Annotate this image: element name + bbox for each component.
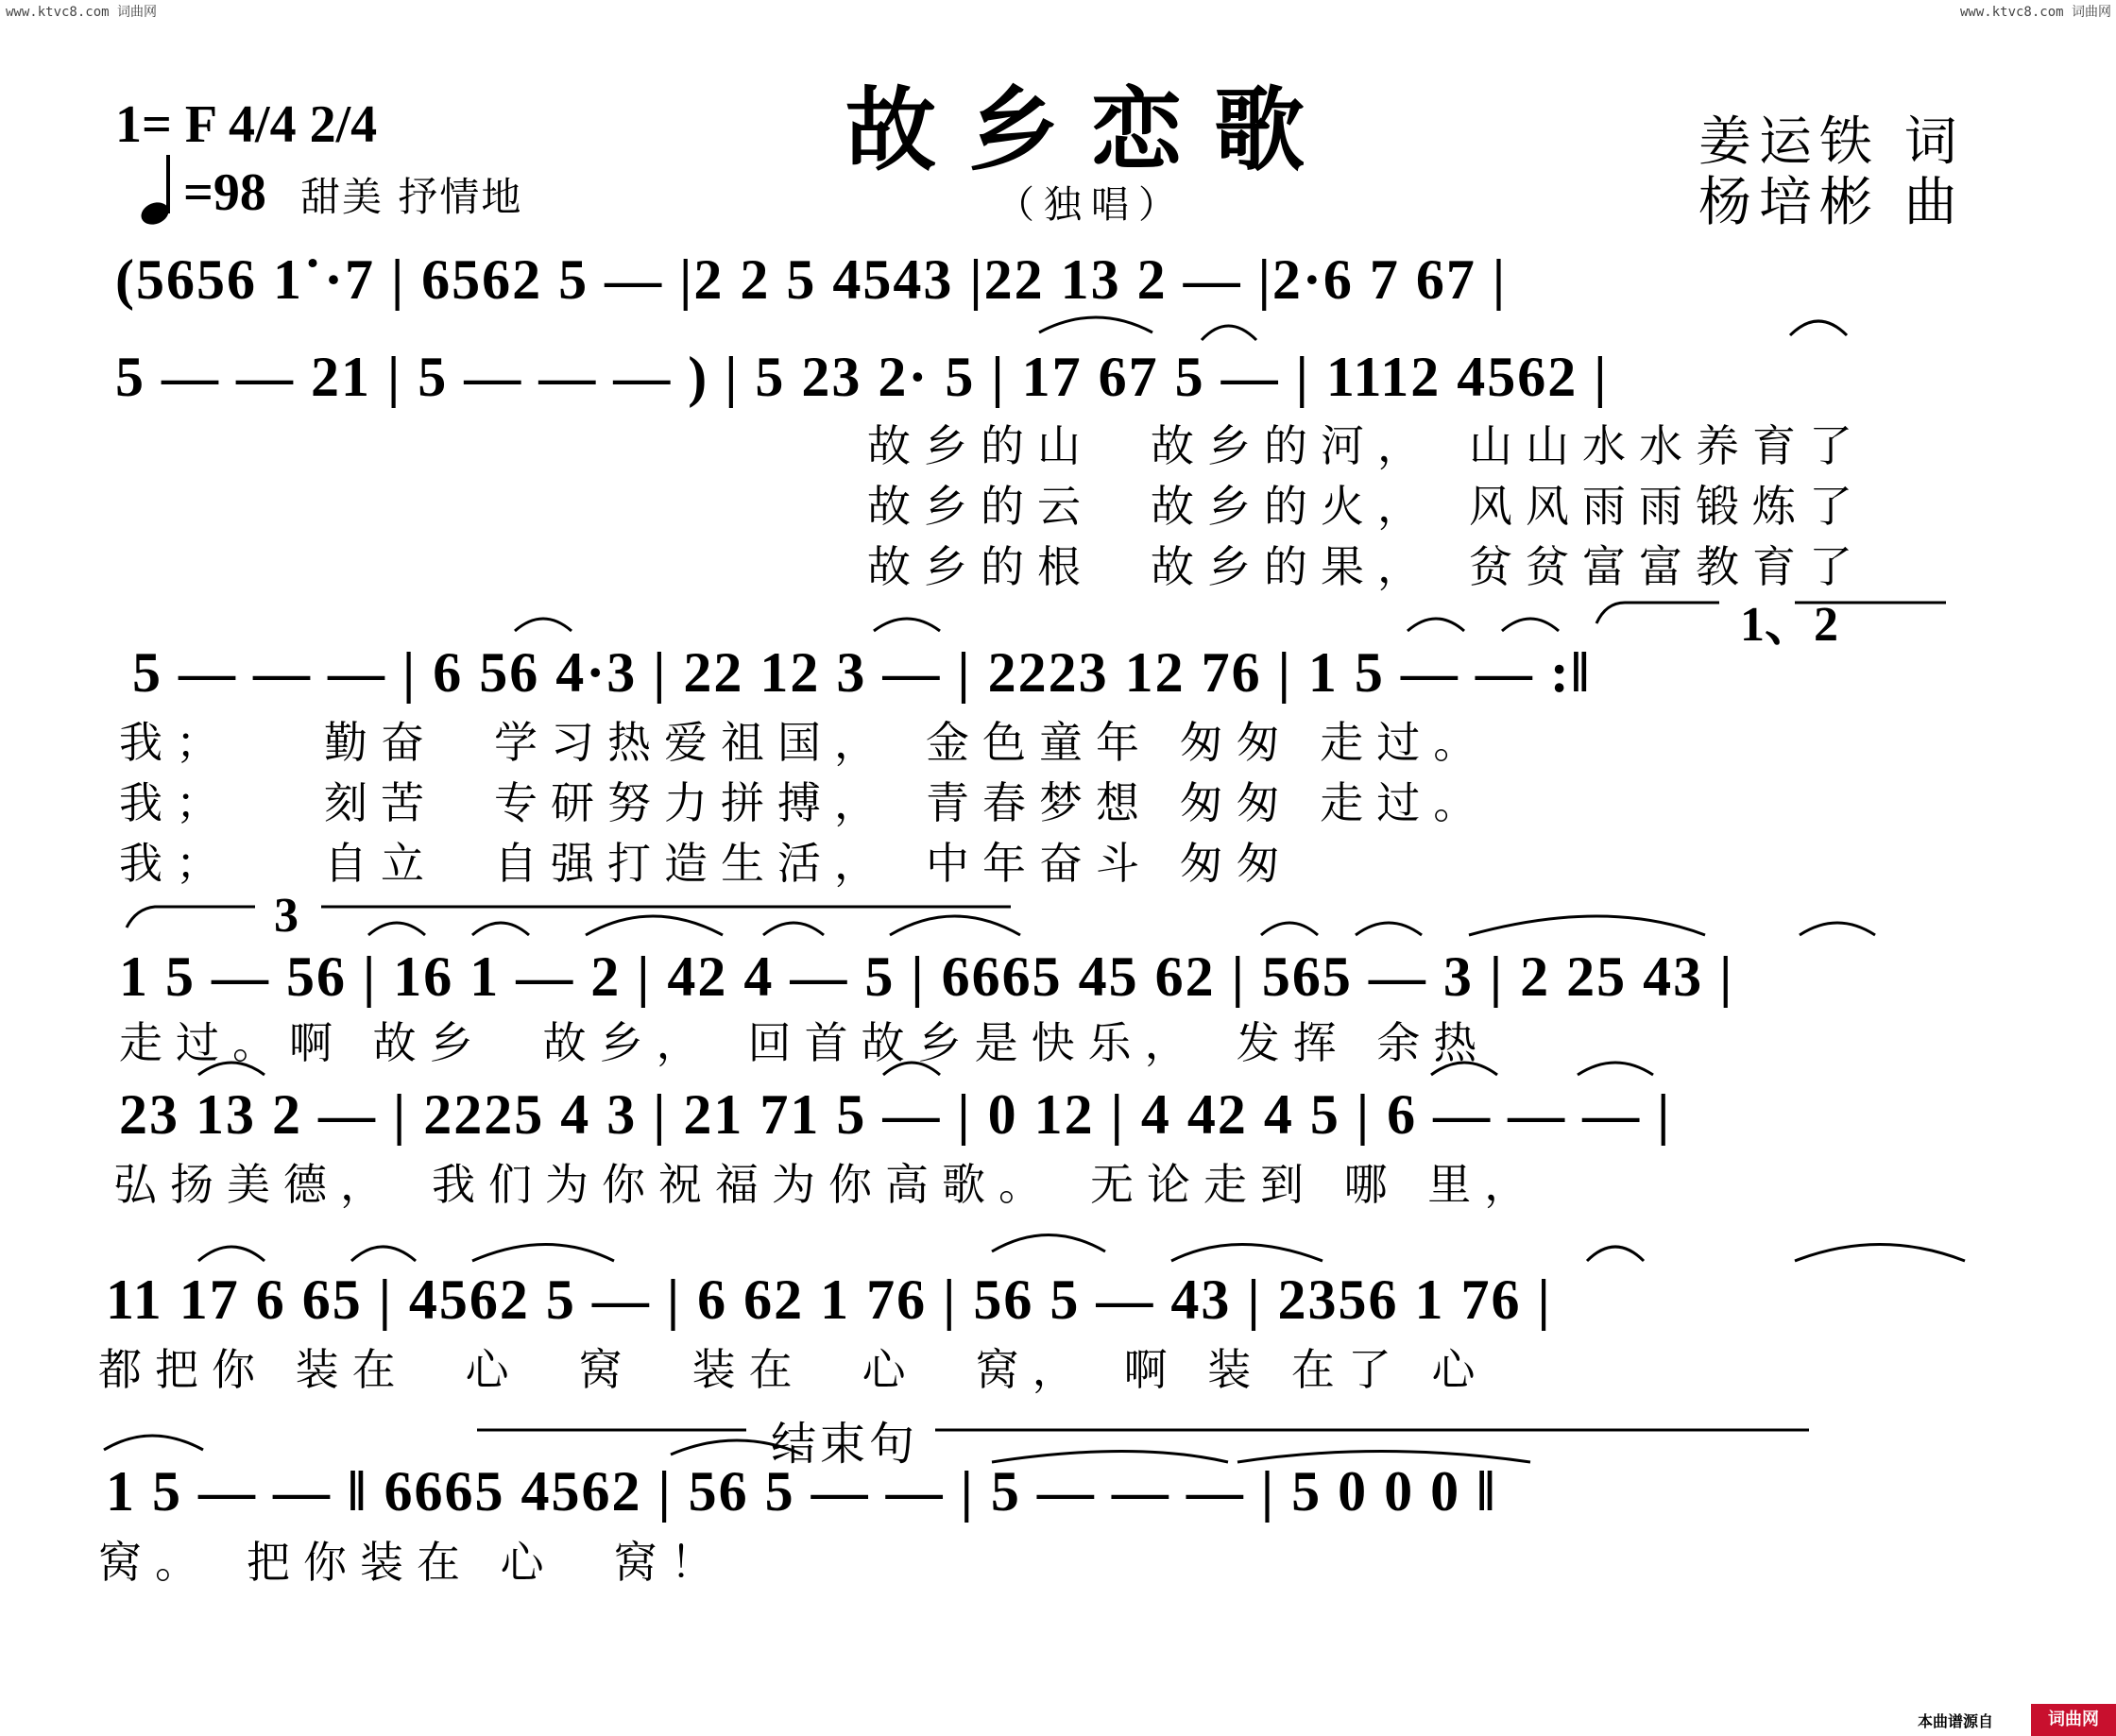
slur-line-4-a	[368, 923, 425, 935]
score-line-7-lyrics: 窝。 把你装在 心 窝！	[98, 1537, 727, 1588]
slur-line-3-b	[874, 619, 940, 631]
slur-line-6-d	[992, 1235, 1105, 1252]
subtitle: （独唱）	[997, 183, 1186, 227]
coda-label: 结束句	[771, 1418, 919, 1471]
watermark-top-right: www.ktvc8.com 词曲网	[1960, 5, 2112, 20]
score-line-5-lyrics: 弘扬美德， 我们为你祝福为你高歌。 无论走到 哪 里，	[113, 1159, 1542, 1210]
tempo-marking: =98	[183, 163, 266, 222]
slur-line-4-g	[1356, 923, 1422, 935]
slur-line-4-c	[586, 916, 723, 935]
volta-1-2-bracket	[1596, 603, 1946, 623]
slur-line-7-b	[671, 1440, 803, 1455]
source-caption: 本曲谱源自	[1918, 1712, 1994, 1730]
slur-line-6-c	[472, 1245, 614, 1262]
slur-line-6-a	[198, 1247, 264, 1261]
slur-line-2-c	[1790, 321, 1847, 335]
slur-line-5	[198, 1063, 264, 1075]
score-line-3-notes: 5 — — — | 6 56 4·3 | 22 12 3 — | 2223 12 76 | 1 5 — — :‖	[132, 641, 1592, 704]
slur-line-7-d	[1237, 1452, 1530, 1463]
score-line-3-lyric-verse-3: 我； 自立 自强打造生活， 中年奋斗 匆匆	[119, 838, 1293, 889]
slur-line-5-d	[1578, 1063, 1653, 1075]
slur-line-4-d	[763, 923, 824, 935]
slur-line-4-b	[472, 923, 529, 935]
score-line-6-lyrics: 都把你 装在 心 窝 装在 心 窝， 啊 装 在了 心	[98, 1344, 1489, 1395]
volta-1-2-label: 1、2	[1740, 598, 1839, 652]
song-title: 故乡恋歌	[845, 80, 1337, 181]
site-logo-badge: 词曲网	[2031, 1704, 2116, 1736]
slur-line-6-e	[1171, 1245, 1322, 1262]
score-line-2-notes: 5 — — 21 | 5 — — — ) | 5 23 2· 5 | 17 67 5 — | 1112 4562 |	[115, 346, 1609, 408]
volta-3-bracket	[127, 907, 1011, 928]
slur-line-3-c	[1408, 619, 1464, 631]
score-line-5-notes: 23 13 2 — | 2225 4 3 | 21 71 5 — | 0 12 | 4 42 4 5 | 6 — — — |	[119, 1083, 1672, 1146]
slur-line-7-a	[104, 1436, 203, 1450]
composer-credit: 杨培彬 曲	[1698, 172, 1965, 233]
slur-line-5-b	[883, 1063, 940, 1075]
slur-line-7-c	[992, 1452, 1228, 1463]
expression-marking: 甜美 抒情地	[300, 174, 523, 220]
score-line-3-lyric-verse-1: 我； 勤奋 学习热爱祖国， 金色童年 匆匆 走过。	[119, 717, 1491, 768]
slur-line-3-d	[1502, 619, 1559, 631]
slur-line-5-c	[1431, 1063, 1497, 1075]
watermark-top-left: www.ktvc8.com 词曲网	[6, 5, 158, 20]
slur-line-3-a	[515, 619, 572, 631]
score-line-2-lyric-verse-2: 故乡的云 故乡的火， 风风雨雨锻炼了	[867, 481, 1866, 532]
slur-line-2-a	[1039, 317, 1152, 332]
volta-3-label: 3	[274, 889, 299, 943]
slur-line-6-g	[1795, 1245, 1965, 1262]
score-line-2-lyric-verse-3: 故乡的根 故乡的果， 贫贫富富教育了	[867, 541, 1866, 592]
slur-line-4-f	[1261, 923, 1318, 935]
slur-line-4-e	[890, 916, 1020, 935]
slur-line-4-h	[1469, 916, 1705, 935]
score-line-7-notes: 1 5 — — ‖ 6665 4562 | 56 5 — — | 5 — — — | 5 0 0 0 ‖	[106, 1460, 1497, 1523]
score-line-6-notes: 11 17 6 65 | 4562 5 — | 6 62 1 76 | 56 5 — 43 | 2356 1 76 |	[106, 1268, 1552, 1331]
key-time-signature: 1= F 4/4 2/4	[115, 95, 378, 154]
slur-line-6-f	[1587, 1247, 1644, 1261]
slur-line-4-i	[1800, 923, 1875, 935]
slur-line-6-b	[351, 1247, 416, 1261]
score-line-3-lyric-verse-2: 我； 刻苦 专研努力拼搏， 青春梦想 匆匆 走过。	[119, 777, 1491, 828]
score-line-4-notes: 1 5 — 56 | 16 1 — 2 | 42 4 — 5 | 6665 45 62 | 565 — 3 | 2 25 43 |	[119, 945, 1734, 1008]
slur-line-2-b	[1202, 326, 1256, 340]
score-line-4-lyrics: 走过。啊 故乡 故乡， 回首故乡是快乐， 发挥 余热	[119, 1017, 1491, 1068]
lyricist-credit: 姜运铁 词	[1698, 111, 1965, 173]
score-line-2-lyric-verse-1: 故乡的山 故乡的河， 山山水水养育了	[867, 420, 1866, 471]
score-line-1-notes: (5656 1˙·7 | 6562 5 — |2 2 5 4543 |22 13 2 — |2·6 7 67 |	[115, 248, 1508, 311]
